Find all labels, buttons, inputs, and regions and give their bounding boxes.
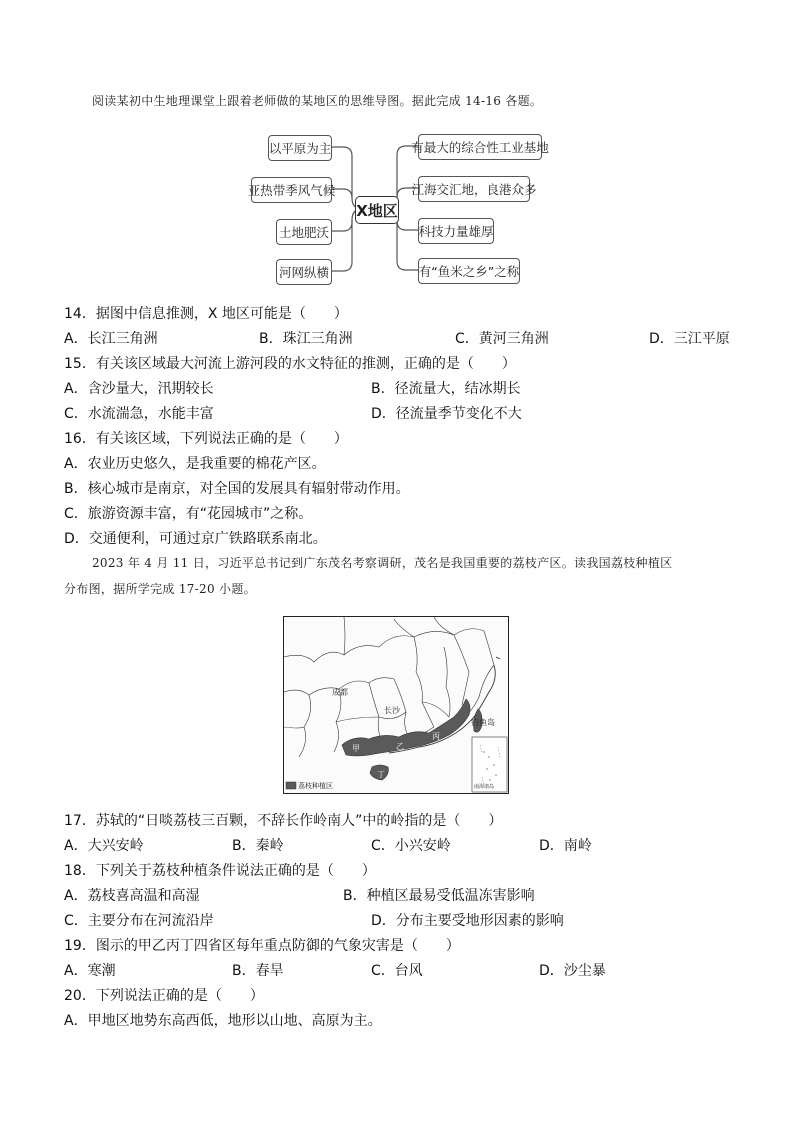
lychee-distribution-map	[283, 616, 509, 794]
q17-option-c: C．小兴安岭	[371, 838, 451, 854]
question-15-stem: 15．有关该区域最大河流上游河段的水文特征的推测，正确的是（ ）	[64, 356, 516, 372]
lychee-region-mainland	[342, 699, 470, 756]
question-19-stem: 19．图示的甲乙丙丁四省区每年重点防御的气象灾害是（ ）	[64, 938, 460, 954]
q16-option-d: D．交通便利，可通过京广铁路联系南北。	[64, 531, 327, 547]
mindmap-left-node-3: 土地肥沃	[276, 219, 332, 245]
q18-option-b: B．种植区最易受低温冻害影响	[343, 888, 535, 904]
q17-option-a: A．大兴安岭	[64, 838, 144, 854]
intro-text-1: 阅读某初中生地理课堂上跟着老师做的某地区的思维导图。据此完成 14-16 各题。	[92, 94, 543, 108]
question-20-stem: 20．下列说法正确的是（ ）	[64, 988, 264, 1004]
q17-option-d: D．南岭	[539, 838, 592, 854]
q19-option-d: D．沙尘暴	[539, 963, 606, 979]
q14-option-a: A．长江三角洲	[64, 331, 158, 347]
map-label-diaoyu: 钓鱼岛	[471, 718, 495, 727]
map-label-ding: 丁	[377, 770, 385, 779]
map-label-jia: 甲	[352, 744, 360, 753]
map-inset-label: 南海诸岛	[474, 784, 495, 790]
q15-option-b: B．径流量大，结冰期长	[371, 381, 521, 397]
q14-option-b: B．珠江三角洲	[259, 331, 353, 347]
q18-option-d: D．分布主要受地形因素的影响	[371, 913, 564, 929]
mind-map-connectors	[0, 0, 794, 300]
question-16-stem: 16．有关该区域，下列说法正确的是（ ）	[64, 431, 348, 447]
question-14-stem: 14．据图中信息推测，X 地区可能是（ ）	[64, 306, 348, 322]
map-legend-label: 荔枝种植区	[298, 782, 333, 790]
map-label-bing: 丙	[432, 732, 440, 741]
q16-option-a: A．农业历史悠久，是我重要的棉花产区。	[64, 456, 326, 472]
q17-option-b: B．秦岭	[232, 838, 284, 854]
mindmap-right-node-2: 江海交汇地，良港众多	[418, 176, 530, 202]
mindmap-center-node: X地区	[355, 196, 399, 224]
legend-swatch	[286, 782, 296, 789]
mindmap-right-node-4: 有“鱼米之乡”之称	[418, 258, 520, 284]
q16-option-b: B．核心城市是南京，对全国的发展具有辐射带动作用。	[64, 481, 410, 497]
q19-option-b: B．春旱	[232, 963, 284, 979]
map-label-chengdu: 成都	[332, 688, 348, 697]
intro-text-2-line-1: 2023 年 4 月 11 日，习近平总书记到广东茂名考察调研，茂名是我国重要的荔枝产区。读我国荔枝种植区	[92, 556, 673, 570]
mindmap-right-node-3: 科技力量雄厚	[418, 218, 494, 244]
mindmap-right-node-1: 有最大的综合性工业基地	[418, 134, 542, 160]
q18-option-c: C．主要分布在河流沿岸	[64, 913, 214, 929]
q20-option-a: A．甲地区地势东高西低，地形以山地、高原为主。	[64, 1013, 382, 1029]
q14-option-d: D．三江平原	[649, 331, 730, 347]
q14-option-c: C．黄河三角洲	[455, 331, 549, 347]
mindmap-left-node-2: 亚热带季风气候	[251, 177, 332, 203]
q15-option-a: A．含沙量大，汛期较长	[64, 381, 214, 397]
question-17-stem: 17．苏轼的“日啖荔枝三百颗，不辞长作岭南人”中的岭指的是（ ）	[64, 813, 503, 829]
q19-option-a: A．寒潮	[64, 963, 116, 979]
q16-option-c: C．旅游资源丰富，有“花园城市”之称。	[64, 506, 313, 522]
intro-text-2-line-2: 分布图，据所学完成 17-20 小题。	[64, 582, 256, 596]
q15-option-d: D．径流量季节变化不大	[371, 406, 522, 422]
map-label-changsha: 长沙	[384, 706, 400, 715]
q15-option-c: C．水流湍急，水能丰富	[64, 406, 214, 422]
diaoyu-island-marker	[496, 657, 500, 659]
mindmap-left-node-4: 河网纵横	[276, 259, 332, 285]
mindmap-left-node-1: 以平原为主	[268, 135, 332, 161]
q18-option-a: A．荔枝喜高温和高湿	[64, 888, 200, 904]
map-label-yi: 乙	[396, 742, 404, 751]
question-18-stem: 18．下列关于荔枝种植条件说法正确的是（ ）	[64, 863, 376, 879]
q19-option-c: C．台风	[371, 963, 423, 979]
